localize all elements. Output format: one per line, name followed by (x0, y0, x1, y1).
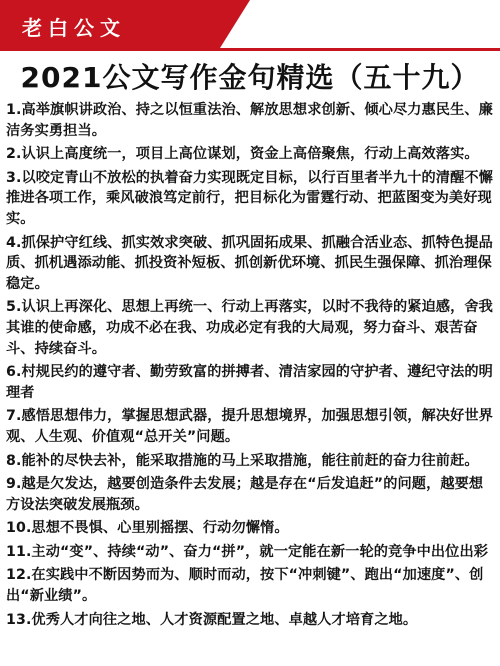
header-divider (0, 48, 500, 51)
brand-label: 老白公文 (22, 16, 126, 40)
list-item: 5.认识上再深化、思想上再统一、行动上再落实，以时不我待的紧迫感，舍我其谁的使命感，功成不必在我、功成必定有我的大局观，努力奋斗、艰苦奋斗、持续奋斗。 (6, 299, 493, 357)
list-item: 3.以咬定青山不放松的执着奋力实现既定目标，以行百里者半九十的清醒不懈推进各项工作，乘风破浪笃定前行，把目标化为雷霆行动、把蓝图变为美好现实。 (6, 169, 493, 227)
list-item: 7.感悟思想伟力，掌握思想武器，提升思想境界，加强思想引领，解决好世界观、人生观、价值观“总开关”问题。 (6, 408, 493, 445)
list-item: 2.认识上高度统一，项目上高位谋划，资金上高倍聚焦，行动上高效落实。 (6, 146, 479, 163)
list-item: 1.高举旗帜讲政治、持之以恒重法治、解放思想求创新、倾心尽力惠民生、廉洁务实勇担当。 (6, 102, 493, 139)
list-item: 12.在实践中不断因势而为、顺时而动，按下“冲刺键”、跑出“加速度”、创出“新业绩”。 (6, 567, 484, 605)
quote-list (6, 100, 496, 633)
page-title: 2021公文写作金句精选（五十九） (20, 61, 480, 94)
list-item: 10.思想不畏惧、心里别摇摆、行动勿懈惰。 (6, 520, 289, 537)
list-item: 8.能补的尽快去补，能采取措施的马上采取措施，能往前赶的奋力往前赶。 (6, 452, 479, 469)
list-item: 6.村规民约的遵守者、勤劳致富的拼搏者、清洁家园的守护者、遵纪守法的明理者 (6, 364, 493, 401)
list-item: 13.优秀人才向往之地、人才资源配置之地、卓越人才培育之地。 (6, 611, 418, 628)
header-banner (0, 0, 500, 48)
list-item: 9.越是欠发达，越要创造条件去发展；越是存在“后发追赶”的问题，越要想方设法突破发展瓶颈。 (6, 476, 484, 513)
list-item: 4.抓保护守红线、抓实效求突破、抓巩固拓成果、抓融合活业态、抓特色提品质、抓机遇添动能、抓投资补短板、抓创新优环境、抓民生强保障、抓治理保稳定。 (6, 234, 493, 292)
list-item: 11.主动“变”、持续“动”、奋力“拼”，就一定能在新一轮的竞争中出位出彩 (6, 543, 489, 560)
brand-ribbon (0, 0, 220, 48)
